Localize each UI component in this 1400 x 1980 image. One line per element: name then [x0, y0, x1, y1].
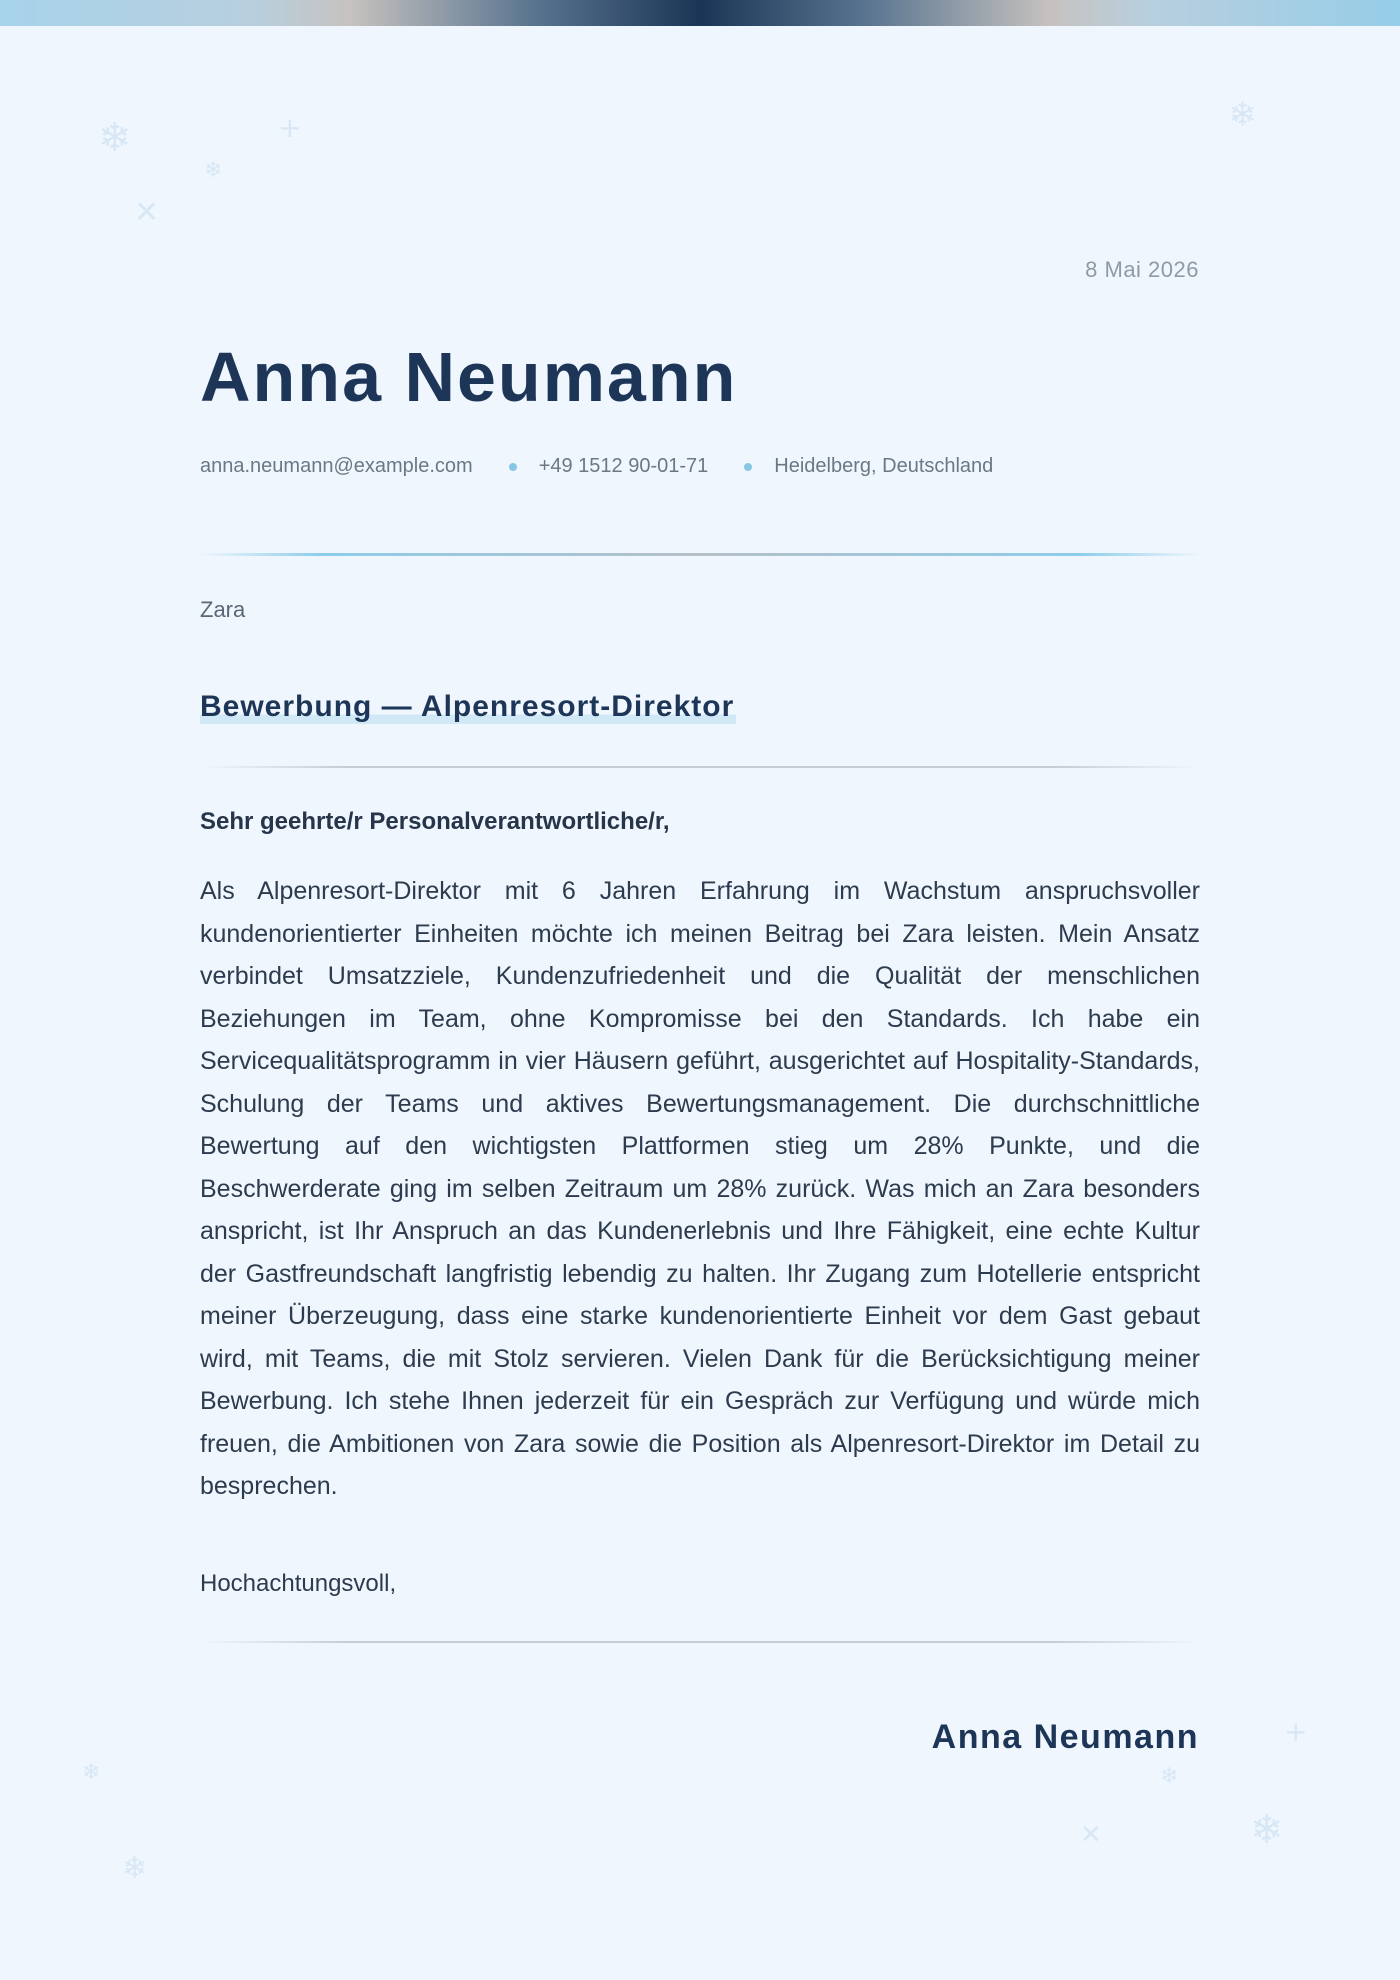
- bullet-separator: [744, 463, 752, 471]
- snowflake-icon: ❄: [98, 115, 132, 161]
- sender-name: Anna Neumann: [200, 338, 738, 416]
- bullet-separator: [509, 463, 517, 471]
- letter-body: Als Alpenresort-Direktor mit 6 Jahren Erfahrung im Wachstum anspruchsvoller kundenorientierter Einheiten möchte ich meinen Beitrag bei Zara leisten. Mein Ansatz verbindet Umsatzziele, Kundenzufriedenheit und die Qualität der menschlichen Beziehungen im Team, ohne Kompromisse bei den Standards. Ich habe ein Servicequalitätsprogramm in vier Häusern geführt, ausgerichtet auf Hospitality-Standards, Schulung der Teams und aktives Bewertungsmanagement. Die durchschnittliche Bewertung auf den wichtigsten Plattformen stieg um 28% Punkte, und die Beschwerderate ging im selben Zeitraum um 28% zurück. Was mich an Zara besonders anspricht, ist Ihr Anspruch an das Kundenerlebnis und Ihre Fähigkeit, eine echte Kultur der Gastfreundschaft langfristig lebendig zu halten. Ihr Zugang zum Hotellerie entspricht meiner Überzeugung, dass eine starke kundenorientierte Einheit vor dem Gast gebaut wird, mit Teams, die mit Stolz servieren. Vielen Dank für die Berücksichtigung meiner Bewerbung. Ich stehe Ihnen jederzeit für ein Gespräch zur Verfügung und würde mich freuen, die Ambitionen von Zara sowie die Position als Alpenresort-Direktor im Detail zu besprechen.: [200, 877, 1200, 1500]
- snowflake-icon: ❄: [82, 1760, 101, 1785]
- snowflake-icon: ❄: [122, 1851, 148, 1886]
- closing-divider: [200, 1641, 1200, 1643]
- letter-closing: Hochachtungsvoll,: [200, 1570, 397, 1597]
- contact-phone: +49 1512 90-01-71: [538, 455, 709, 477]
- subject-divider: [200, 766, 1200, 768]
- letter-date: 8 Mai 2026: [1085, 257, 1199, 282]
- cross-icon: ✕: [134, 195, 160, 230]
- signature-name: Anna Neumann: [931, 1718, 1199, 1756]
- cross-icon: ✕: [1080, 1820, 1102, 1850]
- contact-line: [200, 455, 993, 478]
- snowflake-icon: ❄: [1228, 95, 1257, 135]
- plus-icon: +: [1284, 1715, 1308, 1748]
- recipient-company: Zara: [200, 597, 246, 622]
- snowflake-icon: ❄: [1160, 1764, 1179, 1789]
- snowflake-icon: ❄: [204, 158, 223, 183]
- top-accent-bar: [0, 0, 1400, 26]
- snowflake-icon: ❄: [1250, 1807, 1284, 1853]
- header-divider: [200, 553, 1200, 556]
- letter-greeting: Sehr geehrte/r Personalverantwortliche/r,: [200, 808, 670, 835]
- letter-subject: Bewerbung — Alpenresort-Direktor: [200, 690, 735, 723]
- contact-email: anna.neumann@example.com: [200, 455, 473, 477]
- plus-icon: +: [278, 111, 302, 144]
- contact-location: Heidelberg, Deutschland: [774, 455, 994, 477]
